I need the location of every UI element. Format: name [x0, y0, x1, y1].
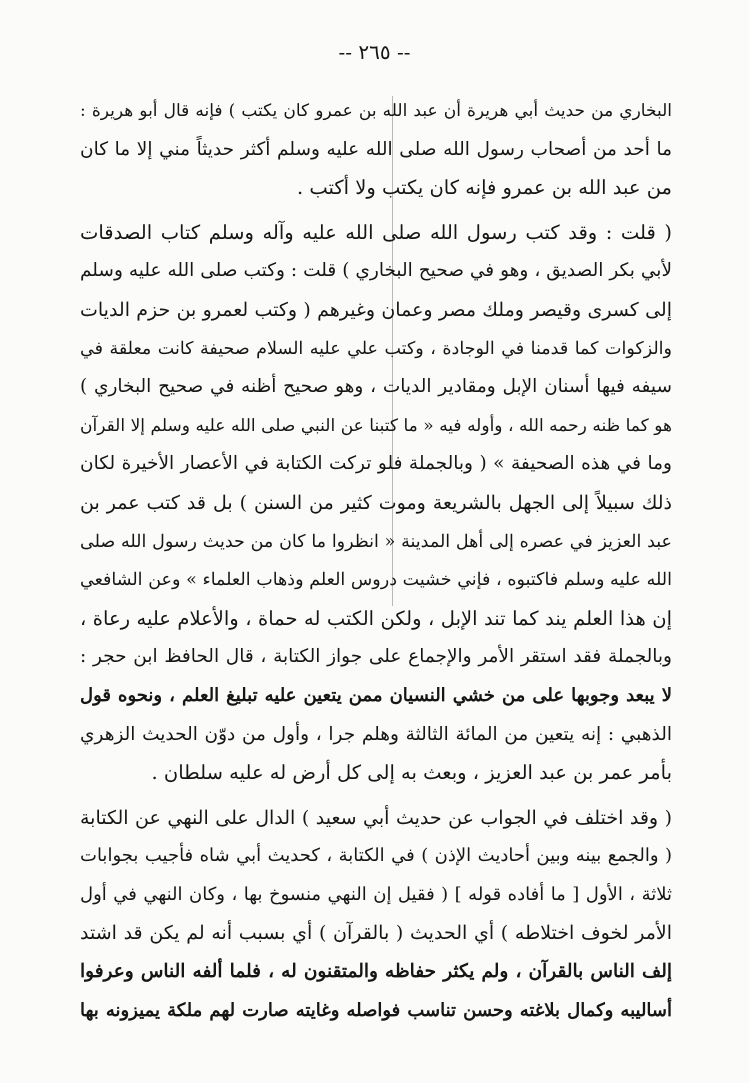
text-line: ذلك سبيلاً إلى الجهل بالشريعة وموت كثير من السنن ) بل قد كتب عمر بن — [80, 491, 672, 514]
text-line: البخاري من حديث أبي هريرة أن عبد الله بن عمرو كان يكتب ) فإنه قال أبو هريرة : — [80, 101, 672, 121]
text-line: لا يبعد وجوبها على من خشي النسيان ممن يتعين عليه تبليغ العلم ، ونحوه قول — [80, 684, 672, 706]
text-line: وبالجملة فقد استقر الأمر والإجماع على جواز الكتابة ، قال الحافظ ابن حجر : — [80, 646, 672, 668]
text-line: عبد العزيز في عصره إلى أهل المدينة « انظروا ما كان من حديث رسول الله صلى — [80, 531, 672, 552]
text-line: من عبد الله بن عمرو فإنه كان يكتب ولا أكتب . — [296, 176, 672, 200]
text-line: ما أحد من أصحاب رسول الله صلى الله عليه وسلم أكثر حديثاً مني إلا ما كان — [80, 138, 672, 160]
text-line: أساليبه وكمال بلاغته وحسن تناسب فواصله وغايته صارت لهم ملكة يميزونه بها — [80, 999, 672, 1021]
paragraph-1 — [80, 92, 672, 208]
text-line: الأمر لخوف اختلاطه ) أي الحديث ( بالقرآن ) أي بسبب أنه لم يكن قد اشتد — [80, 922, 672, 945]
text-line: سيفه فيها أسنان الإبل ومقادير الديات ، وهو صحيح أظنه في صحيح البخاري ) — [80, 376, 672, 398]
text-line: ( والجمع بينه وبين أحاديث الإذن ) في الكتابة ، كحديث أبي شاه فأجيب بجوابات — [80, 845, 672, 867]
text-line: وما في هذه الصحيفة » ( وبالجملة فلو تركت الكتابة في الأعصار الأخيرة لكان — [80, 453, 672, 475]
body-text — [80, 92, 672, 1030]
text-line: لأبي بكر الصديق ، وهو في صحيح البخاري ) قلت : وكتب صلى الله عليه وسلم — [80, 260, 672, 282]
text-line: إن هذا العلم يند كما تند الإبل ، ولكن الكتب له حماة ، والأعلام عليه رعاة ، — [80, 606, 672, 630]
text-line: ( قلت : وقد كتب رسول الله صلى الله عليه وآله وسلم كتاب الصدقات — [80, 220, 672, 244]
paragraph-2 — [80, 214, 672, 793]
page-number: -- ٢٦٥ -- — [338, 40, 411, 64]
text-line: والزكوات كما قدمنا في الوجادة ، وكتب علي عليه السلام صحيفة كانت معلقة في — [80, 338, 672, 359]
text-line: ( وقد اختلف في الجواب عن حديث أبي سعيد ) الدال على النهي عن الكتابة — [80, 806, 672, 829]
text-line: ثلاثة ، الأول [ ما أفاده قوله ] ( فقيل إن النهي منسوخ بها ، وكان النهي في أول — [80, 883, 672, 905]
paragraph-3 — [80, 799, 672, 1031]
text-line: إلى كسرى وقيصر وملك مصر وعمان وغيرهم ( وكتب لعمرو بن حزم الديات — [80, 298, 672, 321]
text-line: هو كما ظنه رحمه الله ، وأوله فيه « ما كتبنا عن النبي صلى الله عليه وسلم إلا القرآن — [80, 415, 672, 436]
text-line: الله عليه وسلم فاكتبوه ، فإني خشيت دروس العلم وذهاب العلماء » وعن الشافعي — [80, 570, 672, 591]
text-line: الذهبي : إنه يتعين من المائة الثالثة وهلم جرا ، وأول من دوّن الحديث الزهري — [80, 723, 672, 745]
text-line: بأمر عمر بن عبد العزيز ، وبعث به إلى كل أرض له عليه سلطان . — [151, 761, 672, 785]
text-line: إلف الناس بالقرآن ، ولم يكثر حفاظه والمتقنون له ، فلما ألفه الناس وعرفوا — [80, 961, 672, 983]
